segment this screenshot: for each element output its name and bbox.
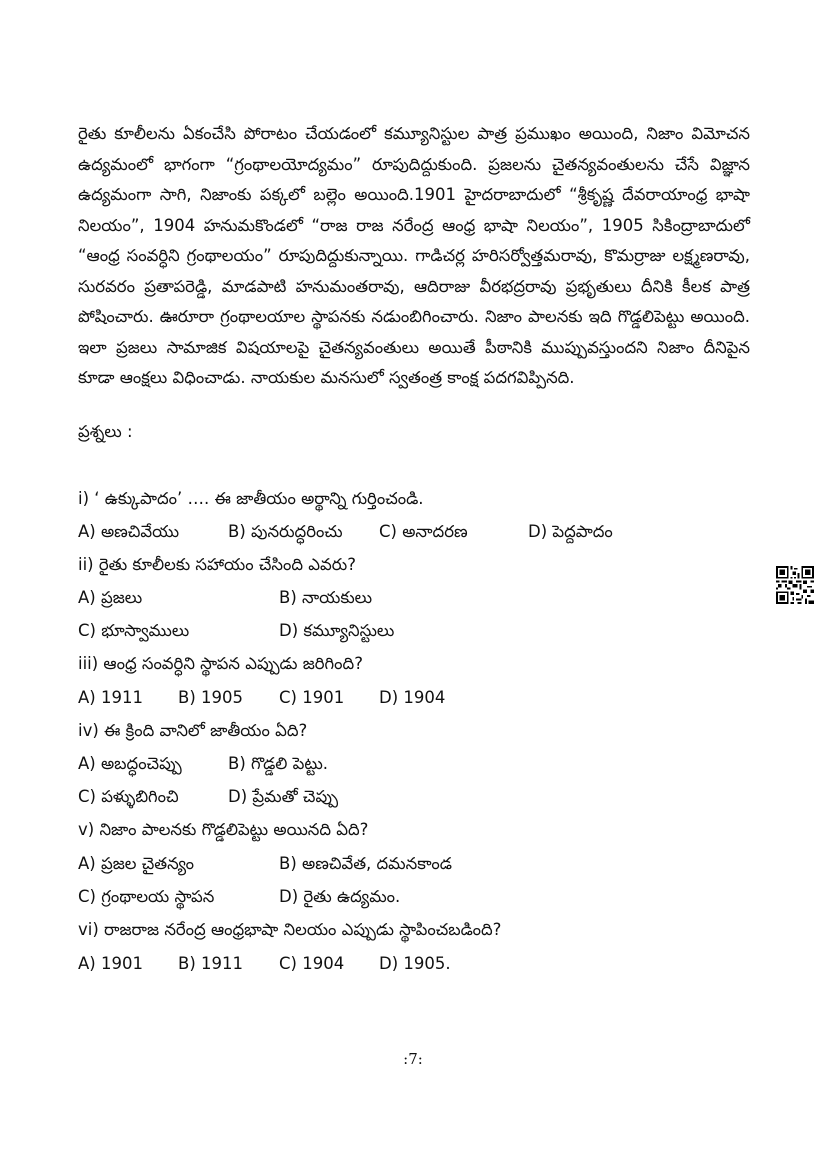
option-c: C) 1904 [279, 954, 345, 973]
question-2: ii) రైతు కూలీలకు సహాయం చేసింది ఎవరు? [78, 555, 356, 574]
question-4: iv) ఈ క్రింది వానిలో జాతీయం ఏది? [78, 721, 308, 740]
passage-paragraph: రైతు కూలీలను ఏకంచేసి పోరాటం చేయడంలో కమ్యూనిస్టుల పాత్ర ప్రముఖం అయింది, నిజాం విమోచన ఉద్యమంలో భాగంగా “గ్రంథాలయోద్యమం” రూపుదిద్దుకుంది. ప్రజలను చైతన్యవంతులను చేసే విజ్ఞాన ఉద్యమంగా సాగి, నిజాంకు పక్కలో బల్లెం అయింది.1901 హైదరాబాదులో “శ్రీకృష్ణ దేవరాయాంధ్ర భాషా నిలయం”, 1904 హనుమకొండలో “రాజ రాజ నరేంద్ర ఆంధ్ర భాషా నిలయం”, 1905 సికింద్రాబాదులో “ఆంధ్ర సంవర్ధిని గ్రంథాలయం” రూపుదిద్దుకున్నాయి. గాడిచర్ల హరిసర్వోత్తమరావు, కొమర్రాజు లక్ష్మణరావు, సురవరం ప్రతాపరెడ్డి, మాడపాటి హనుమంతరావు, ఆదిరాజు వీరభద్రరావు ప్రభృతులు దీనికి కీలక పాత్ర పోషించారు. ఊరూరా గ్రంథాలయాల స్థాపనకు నడుంబిగించారు. నిజాం పాలనకు ఇది గొడ్డలిపెట్టు అయింది. ఇలా ప్రజలు సామాజిక విషయాలపై చైతన్యవంతులు అయితే పీఠానికి ముప్పువస్తుందని నిజాం దీనిపైన కూడా ఆంక్షలు విధించాడు. నాయకుల మనసులో స్వతంత్ర కాంక్ష పదగవిప్పినది. [78, 124, 750, 387]
option-d: D) కమ్యూనిస్టులు [279, 621, 395, 640]
option-c: C) అనాదరణ [379, 522, 468, 541]
option-a: A) 1901 [78, 954, 143, 973]
option-d: D) 1904 [379, 688, 446, 707]
option-d: D) పెద్దపాదం [528, 522, 613, 541]
option-a: A) ప్రజలు [78, 588, 143, 607]
option-c: C) 1901 [279, 688, 345, 707]
option-a: A) ప్రజల చైతన్యం [78, 854, 195, 873]
option-c: C) భూస్వాములు [78, 621, 190, 640]
option-b: B) 1911 [178, 954, 243, 973]
question-1: i) ‘ ఉక్కుపాదం’ …. ఈ జాతీయం అర్థాన్ని గుర్తించండి. [78, 489, 424, 508]
option-b: B) గొడ్డలి పెట్టు. [228, 754, 329, 773]
questions-heading: ప్రశ్నలు : [78, 422, 133, 441]
qr-code-icon [776, 566, 814, 604]
question-3: iii) ఆంధ్ర సంవర్ధిని స్థాపన ఎప్పుడు జరిగింది? [78, 654, 363, 673]
option-b: B) పునరుద్ధరించు [228, 522, 343, 541]
option-b: B) నాయకులు [279, 588, 373, 607]
question-6: vi) రాజరాజ నరేంద్ర ఆంధ్రభాషా నిలయం ఎప్పుడు స్థాపించబడింది? [78, 920, 502, 939]
option-b: B) 1905 [178, 688, 243, 707]
option-c: C) పళ్ళుబిగించి [78, 787, 179, 806]
option-d: D) ప్రేమతో చెప్పు [228, 787, 339, 806]
page-number: :7: [403, 1050, 423, 1068]
option-d: D) రైతు ఉద్యమం. [279, 887, 401, 906]
option-a: A) అణచివేయు [78, 522, 180, 541]
option-a: A) అబద్ధంచెప్పు [78, 754, 182, 773]
option-a: A) 1911 [78, 688, 143, 707]
option-b: B) అణచివేత, దమనకాండ [279, 854, 452, 873]
question-5: v) నిజాం పాలనకు గొడ్డలిపెట్టు అయినది ఏది? [78, 820, 369, 839]
option-d: D) 1905. [379, 954, 451, 973]
option-c: C) గ్రంథాలయ స్థాపన [78, 887, 215, 906]
